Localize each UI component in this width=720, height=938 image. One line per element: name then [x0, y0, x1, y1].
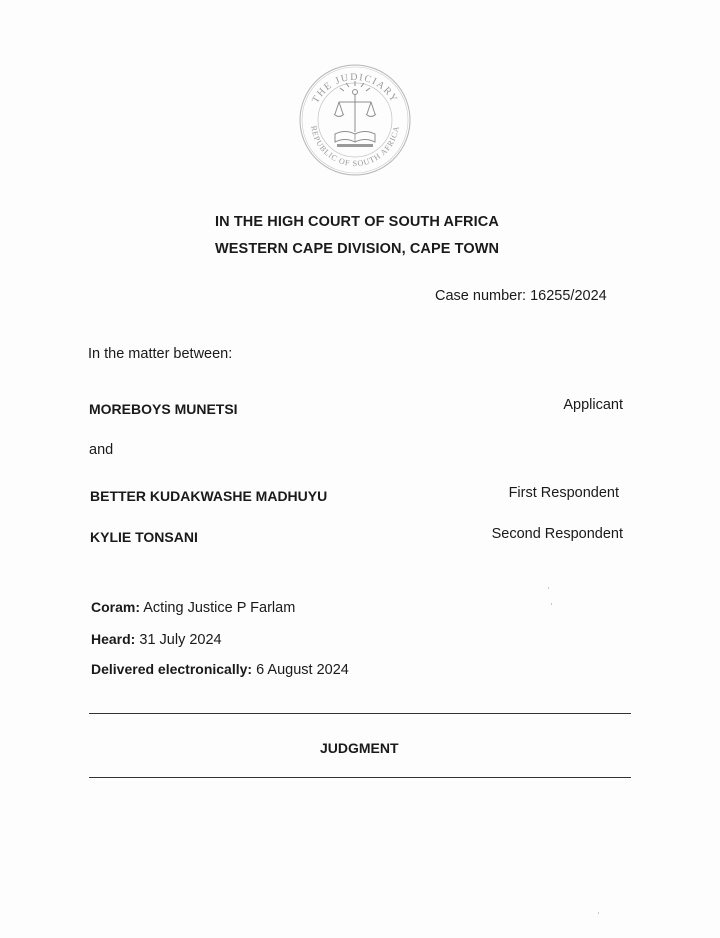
case-number-label: Case number:	[435, 288, 527, 304]
svg-text:REPUBLIC OF SOUTH AFRICA: REPUBLIC OF SOUTH AFRICA	[309, 124, 401, 169]
delivered-line	[91, 661, 349, 678]
delivered-label: Delivered electronically:	[91, 661, 253, 677]
heard-value: 31 July 2024	[139, 632, 222, 648]
applicant-role: Applicant	[563, 397, 623, 413]
case-number	[435, 288, 607, 304]
heard-line	[91, 631, 222, 648]
case-number-value: 16255/2024	[530, 288, 607, 304]
second-respondent-name: KYLIE TONSANI	[90, 529, 198, 545]
conjunction-and: and	[89, 442, 114, 458]
matter-between-text: In the matter between:	[88, 346, 233, 362]
judgment-title: JUDGMENT	[320, 740, 399, 756]
delivered-value: 6 August 2024	[256, 662, 349, 678]
coram-line	[91, 599, 295, 616]
first-respondent-role: First Respondent	[508, 485, 619, 501]
scan-speck	[548, 587, 549, 589]
coram-value: Acting Justice P Farlam	[143, 600, 296, 616]
divider-bottom	[89, 777, 631, 778]
second-respondent-role: Second Respondent	[491, 526, 623, 542]
judiciary-seal-emblem	[293, 62, 417, 178]
heard-label: Heard:	[91, 631, 136, 647]
svg-text:THE JUDICIARY: THE JUDICIARY	[310, 71, 400, 106]
first-respondent-name: BETTER KUDAKWASHE MADHUYU	[90, 488, 328, 504]
court-name-line2: WESTERN CAPE DIVISION, CAPE TOWN	[215, 241, 500, 257]
divider-top	[89, 713, 631, 714]
coram-label: Coram:	[91, 599, 141, 615]
scan-speck	[598, 912, 599, 914]
scan-speck	[551, 603, 552, 605]
applicant-name: MOREBOYS MUNETSI	[89, 401, 238, 417]
court-name-line1: IN THE HIGH COURT OF SOUTH AFRICA	[215, 214, 499, 230]
